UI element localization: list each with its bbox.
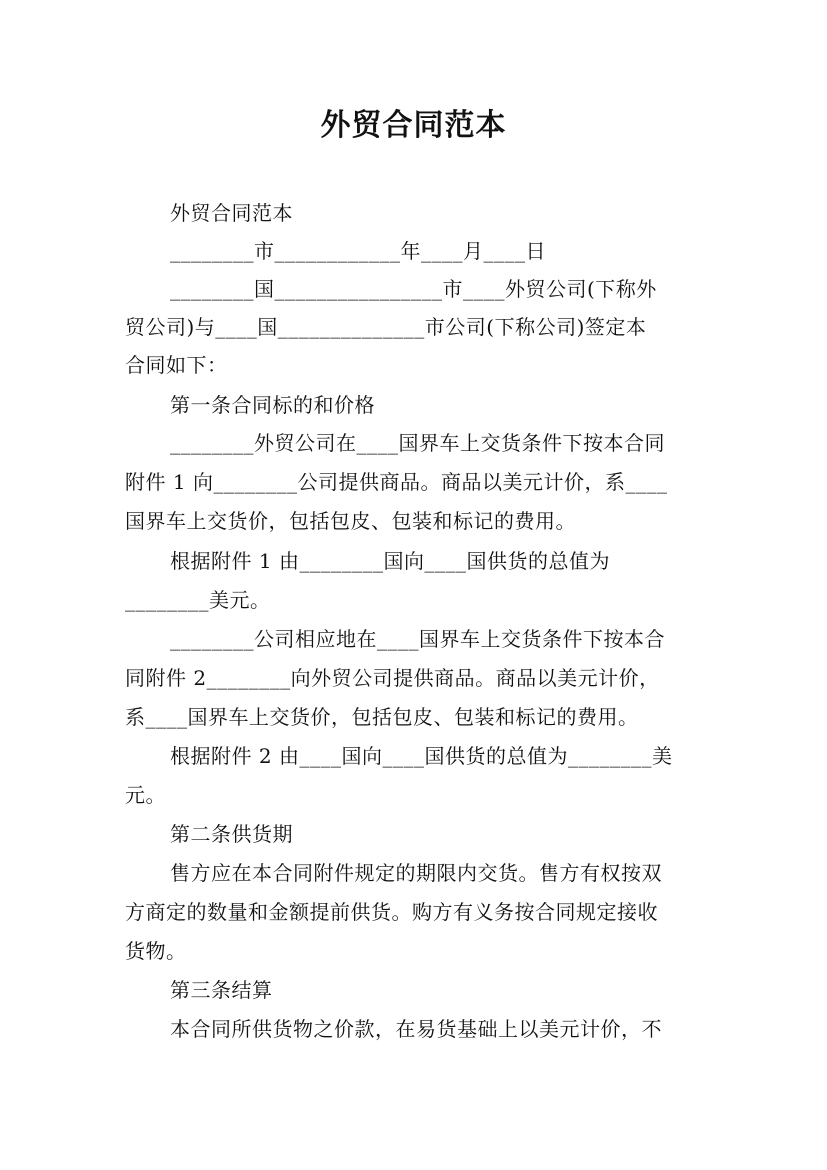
- body-line: 元。: [125, 783, 166, 807]
- document-title: 外贸合同范本: [320, 108, 507, 143]
- body-line: 售方应在本合同附件规定的期限内交货。售方有权按双: [170, 861, 662, 885]
- body-line: ________美元。: [125, 588, 271, 612]
- body-line: 货物。: [125, 939, 187, 963]
- body-line: 同附件 2________向外贸公司提供商品。商品以美元计价，: [125, 666, 660, 690]
- body-line: ________国________________市____外贸公司(下称外: [170, 277, 657, 301]
- body-line: 贸公司)与____国______________市公司(下称公司)签定本: [125, 315, 647, 339]
- body-line: ________市____________年____月____日: [170, 239, 546, 263]
- body-line: 根据附件 1 由________国向____国供货的总值为: [170, 549, 610, 573]
- body-line: 方商定的数量和金额提前供货。购方有义务按合同规定接收: [125, 900, 658, 924]
- body-line: ________外贸公司在____国界车上交货条件下按本合同: [170, 431, 665, 455]
- body-line: 合同如下：: [125, 353, 228, 377]
- section-heading: 第二条供货期: [170, 822, 293, 846]
- body-line: 本合同所供货物之价款，在易货基础上以美元计价，不: [170, 1017, 662, 1041]
- body-line: ________公司相应地在____国界车上交货条件下按本合: [170, 627, 665, 651]
- section-heading: 第三条结算: [170, 978, 273, 1002]
- body-line: 根据附件 2 由____国向____国供货的总值为________美: [170, 744, 673, 768]
- body-line: 系____国界车上交货价，包括包皮、包装和标记的费用。: [125, 705, 639, 729]
- body-line: 国界车上交货价，包括包皮、包装和标记的费用。: [125, 509, 576, 533]
- body-line: 外贸合同范本: [170, 201, 293, 225]
- section-heading: 第一条合同标的和价格: [170, 393, 375, 417]
- body-line: 附件 1 向________公司提供商品。商品以美元计价，系____: [125, 470, 668, 494]
